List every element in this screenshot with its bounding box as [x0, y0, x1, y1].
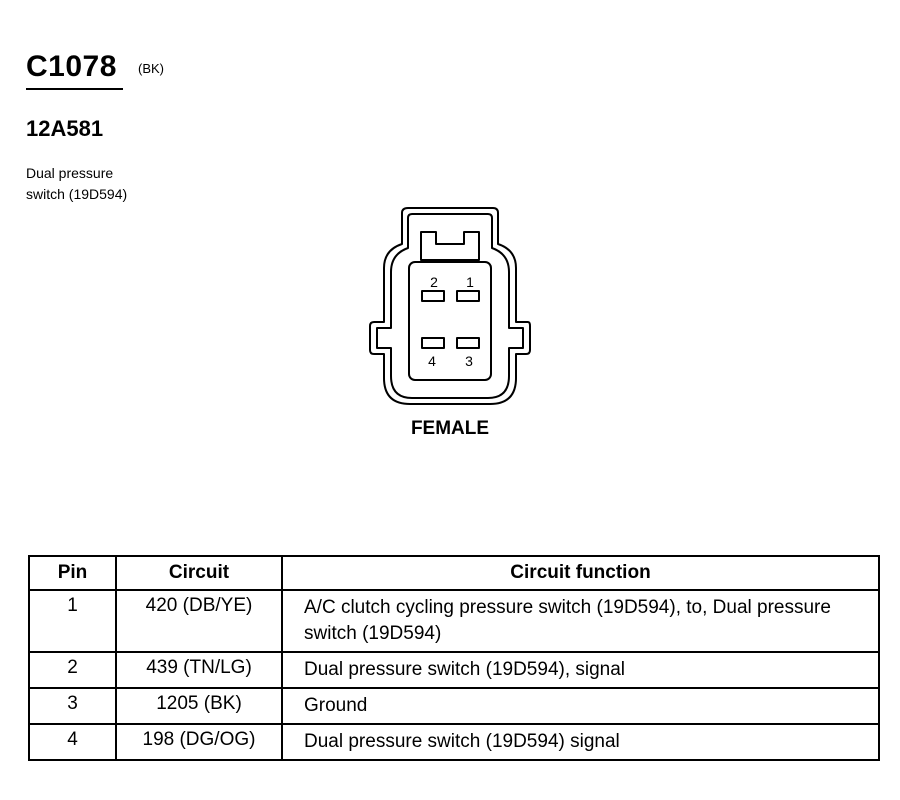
gender-label: FEMALE	[410, 418, 490, 439]
pin-label-1: 1	[466, 274, 474, 290]
pin-cell: 1	[29, 590, 116, 652]
pin-cell: 2	[29, 652, 116, 688]
terminal-3	[457, 338, 479, 348]
table-header-row	[29, 556, 879, 590]
part-number: 12A581	[26, 116, 104, 141]
locking-tab	[421, 232, 479, 260]
header-pin: Pin	[29, 556, 116, 590]
function-cell: Dual pressure switch (19D594) signal	[282, 724, 879, 760]
circuit-cell: 198 (DG/OG)	[116, 724, 282, 760]
pin-cavity	[409, 262, 491, 380]
table-row	[29, 652, 879, 688]
circuit-cell: 420 (DB/YE)	[116, 590, 282, 652]
terminal-4	[422, 338, 444, 348]
function-cell: Ground	[282, 688, 879, 724]
function-cell: A/C clutch cycling pressure switch (19D594), to, Dual pressure switch (19D594)	[282, 590, 879, 652]
connector-housing-inner	[377, 214, 523, 398]
connector-housing-outer	[370, 208, 530, 404]
description-line-1: Dual pressure	[26, 165, 114, 181]
pin-cell: 3	[29, 688, 116, 724]
table-row	[29, 724, 879, 760]
connector-id: C1078	[26, 50, 117, 83]
terminal-1	[457, 291, 479, 301]
table-row	[29, 590, 879, 652]
pin-label-3: 3	[465, 353, 473, 369]
pinout-table	[28, 555, 880, 761]
description-line-2: switch (19D594)	[26, 186, 128, 202]
function-cell: Dual pressure switch (19D594), signal	[282, 652, 879, 688]
pin-cell: 4	[29, 724, 116, 760]
header-circuit-function: Circuit function	[282, 556, 879, 590]
connector-color: (BK)	[138, 61, 164, 76]
terminal-2	[422, 291, 444, 301]
header-circuit: Circuit	[116, 556, 282, 590]
circuit-cell: 439 (TN/LG)	[116, 652, 282, 688]
pin-label-4: 4	[428, 353, 436, 369]
table-row	[29, 688, 879, 724]
circuit-cell: 1205 (BK)	[116, 688, 282, 724]
pin-label-2: 2	[430, 274, 438, 290]
